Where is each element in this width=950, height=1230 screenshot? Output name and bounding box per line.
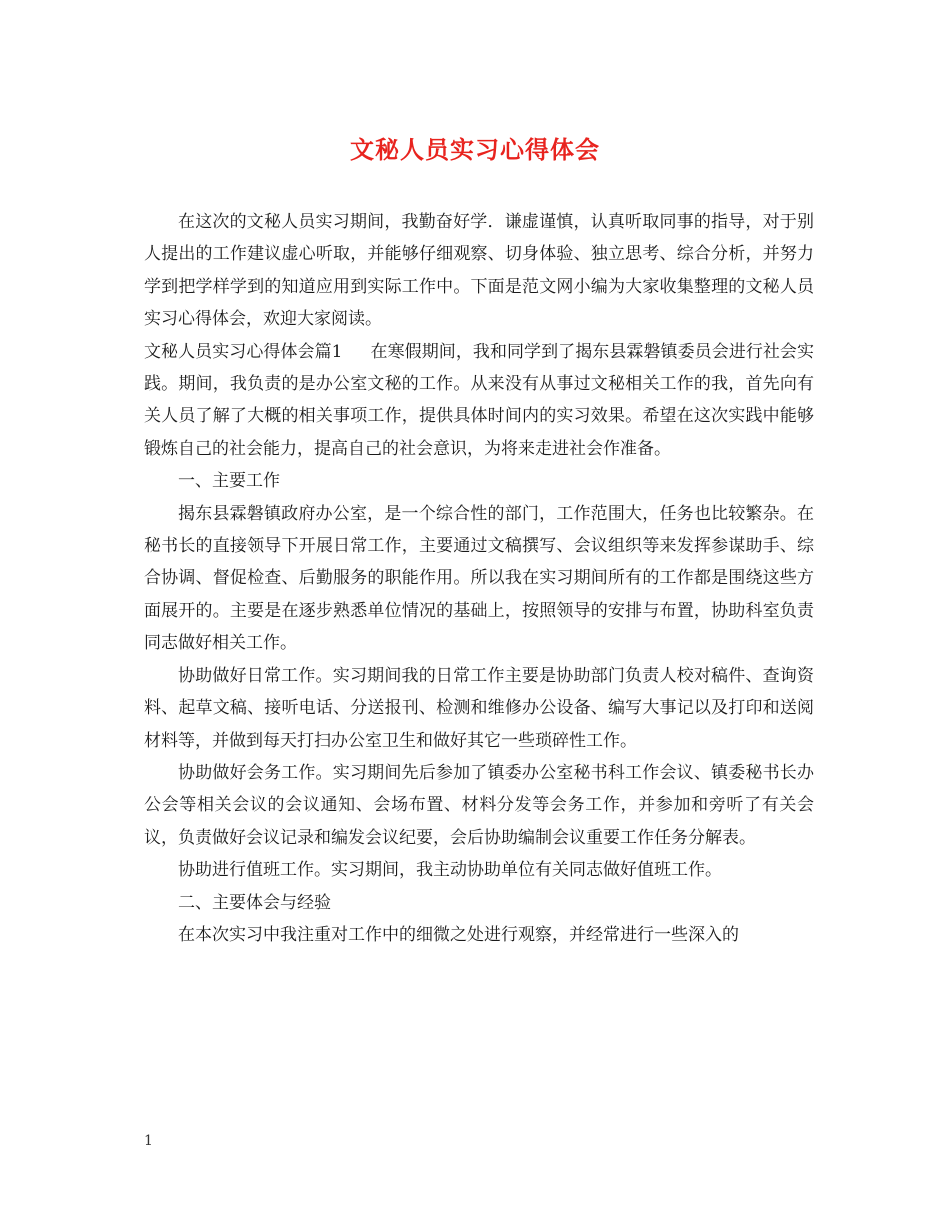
paragraph: 在本次实习中我注重对工作中的细微之处进行观察，并经常进行一些深入的 (178, 924, 739, 945)
paragraph: 协助做好日常工作。实习期间我的日常工作主要是协助部门负责人校对稿件、查询资料、起草文稿、接听电话、分送报刊、检测和维修办公设备、编写大事记以及打印和送阅材料等，并做到每天打扫办公室卫生和做好其它一些琐碎性工作。 (144, 665, 814, 751)
paragraph (144, 336, 814, 466)
section-heading: 一、主要工作 (178, 471, 280, 492)
paragraph-text: 在寒假期间，我和同学到了揭东县霖磐镇委员会进行社会实践。期间，我负责的是办公室文秘的工作。从来没有从事过文秘相关工作的我，首先向有关人员了解了大概的相关事项工作，提供具体时间内的实习效果。希望在这次实践中能够锻炼自己的社会能力，提高自己的社会意识，为将来走进社会作准备。 (144, 341, 814, 459)
paragraph: 揭东县霖磐镇政府办公室，是一个综合性的部门，工作范围大，任务也比较繁杂。在秘书长的直接领导下开展日常工作，主要通过文稿撰写、会议组织等来发挥参谋助手、综合协调、督促检查、后勤服务的职能作用。所以我在实习期间所有的工作都是围绕这些方面展开的。主要是在逐步熟悉单位情况的基础上，按照领导的安排与布置，协助科室负责同志做好相关工作。 (144, 503, 814, 654)
paragraph: 协助做好会务工作。实习期间先后参加了镇委办公室秘书科工作会议、镇委秘书长办公会等相关会议的会议通知、会场布置、材料分发等会务工作，并参加和旁听了有关会议，负责做好会议记录和编发会议纪要，会后协助编制会议重要工作任务分解表。 (144, 762, 814, 848)
section-heading: 二、主要体会与经验 (178, 892, 331, 913)
paragraph: 在这次的文秘人员实习期间，我勤奋好学．谦虚谨慎，认真听取同事的指导，对于别人提出的工作建议虚心听取，并能够仔细观察、切身体验、独立思考、综合分析，并努力学到把学样学到的知道应用到实际工作中。下面是范文网小编为大家收集整理的文秘人员实习心得体会，欢迎大家阅读。 (144, 212, 814, 330)
page-number: 1 (144, 1133, 153, 1149)
document-body (144, 206, 814, 951)
paragraph: 协助进行值班工作。实习期间，我主动协助单位有关同志做好值班工作。 (178, 860, 722, 881)
document-title: 文秘人员实习心得体会 (350, 135, 600, 164)
section-heading: 文秘人员实习心得体会篇1 (144, 341, 343, 362)
